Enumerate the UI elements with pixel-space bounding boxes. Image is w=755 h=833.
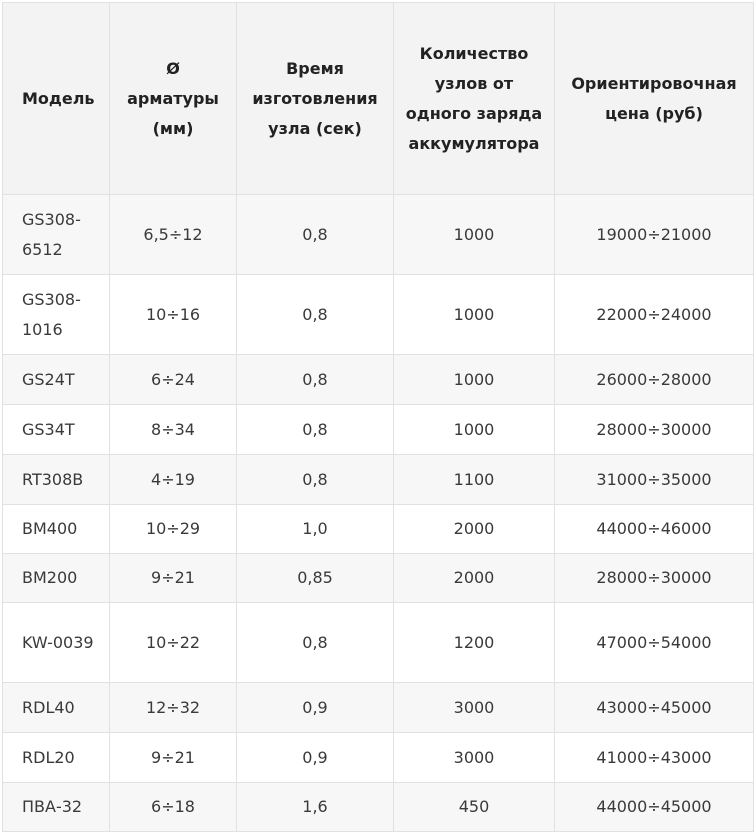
cell-diameter: 6,5÷12 [110, 195, 237, 275]
cell-time: 0,9 [237, 683, 394, 733]
cell-diameter: 9÷21 [110, 733, 237, 783]
cell-diameter: 8÷34 [110, 405, 237, 455]
cell-model: GS308-1016 [3, 275, 110, 355]
table-row [3, 733, 754, 783]
table-row [3, 275, 754, 355]
cell-nodes: 2000 [394, 505, 555, 554]
cell-time: 0,8 [237, 603, 394, 683]
cell-price: 19000÷21000 [555, 195, 754, 275]
cell-time: 1,0 [237, 505, 394, 554]
cell-nodes: 1000 [394, 275, 555, 355]
cell-nodes: 2000 [394, 554, 555, 603]
cell-price: 22000÷24000 [555, 275, 754, 355]
cell-price: 44000÷46000 [555, 505, 754, 554]
cell-time: 0,9 [237, 733, 394, 783]
cell-price: 43000÷45000 [555, 683, 754, 733]
cell-diameter: 6÷24 [110, 355, 237, 405]
table-row [3, 405, 754, 455]
cell-price: 26000÷28000 [555, 355, 754, 405]
table-body [3, 195, 754, 832]
cell-diameter: 4÷19 [110, 455, 237, 505]
cell-time: 1,6 [237, 783, 394, 832]
cell-nodes: 1000 [394, 405, 555, 455]
cell-diameter: 9÷21 [110, 554, 237, 603]
cell-diameter: 10÷16 [110, 275, 237, 355]
cell-model: RDL20 [3, 733, 110, 783]
cell-nodes: 1100 [394, 455, 555, 505]
cell-time: 0,85 [237, 554, 394, 603]
table-header [3, 3, 754, 195]
header-diameter: Ø арматуры (мм) [110, 3, 237, 195]
cell-model: BM400 [3, 505, 110, 554]
cell-time: 0,8 [237, 405, 394, 455]
cell-nodes: 3000 [394, 733, 555, 783]
cell-nodes: 450 [394, 783, 555, 832]
cell-nodes: 1200 [394, 603, 555, 683]
header-nodes: Количество узлов от одного заряда аккумулятора [394, 3, 555, 195]
cell-price: 44000÷45000 [555, 783, 754, 832]
cell-model: RT308B [3, 455, 110, 505]
cell-time: 0,8 [237, 195, 394, 275]
cell-model: BM200 [3, 554, 110, 603]
cell-diameter: 6÷18 [110, 783, 237, 832]
cell-price: 31000÷35000 [555, 455, 754, 505]
header-row [3, 3, 754, 195]
header-price: Ориентировочная цена (руб) [555, 3, 754, 195]
table-row [3, 505, 754, 554]
cell-nodes: 3000 [394, 683, 555, 733]
comparison-table-container [2, 2, 753, 832]
table-row [3, 455, 754, 505]
cell-model: GS24T [3, 355, 110, 405]
cell-model: GS308-6512 [3, 195, 110, 275]
cell-time: 0,8 [237, 355, 394, 405]
cell-price: 28000÷30000 [555, 554, 754, 603]
comparison-table [2, 2, 754, 832]
table-row [3, 355, 754, 405]
header-time: Время изготовления узла (сек) [237, 3, 394, 195]
header-model: Модель [3, 3, 110, 195]
cell-model: ПВА-32 [3, 783, 110, 832]
cell-model: RDL40 [3, 683, 110, 733]
cell-price: 28000÷30000 [555, 405, 754, 455]
cell-model: GS34T [3, 405, 110, 455]
cell-price: 41000÷43000 [555, 733, 754, 783]
table-row [3, 195, 754, 275]
cell-time: 0,8 [237, 275, 394, 355]
table-row [3, 783, 754, 832]
cell-diameter: 10÷29 [110, 505, 237, 554]
cell-time: 0,8 [237, 455, 394, 505]
table-row [3, 683, 754, 733]
cell-diameter: 12÷32 [110, 683, 237, 733]
table-row [3, 603, 754, 683]
cell-nodes: 1000 [394, 195, 555, 275]
cell-diameter: 10÷22 [110, 603, 237, 683]
cell-price: 47000÷54000 [555, 603, 754, 683]
cell-nodes: 1000 [394, 355, 555, 405]
table-row [3, 554, 754, 603]
cell-model: KW-0039 [3, 603, 110, 683]
